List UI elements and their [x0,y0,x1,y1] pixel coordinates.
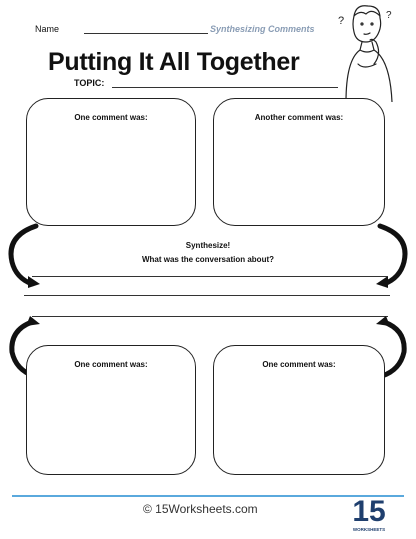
comment-box-label: Another comment was: [254,113,344,122]
synthesize-question: What was the conversation about? [141,255,274,264]
15worksheets-logo [352,491,386,535]
svg-text:?: ? [386,10,392,21]
footer-copyright: © 15Worksheets.com [143,502,258,516]
topic-label: TOPIC: [74,78,105,88]
comment-box-label: One comment was: [74,360,148,369]
comment-box-label: One comment was: [74,113,148,122]
svg-text:?: ? [338,15,345,27]
writing-line[interactable] [32,276,388,277]
page-title: Putting It All Together [48,48,300,76]
comment-box-bottom-left[interactable] [26,345,196,475]
topic-line[interactable] [112,87,338,88]
comment-box-bottom-right[interactable] [213,345,385,475]
comment-box-label: One comment was: [262,360,336,369]
footer-divider [12,495,404,497]
synthesize-heading: Synthesize! [185,241,231,250]
logo-wordmark: WORKSHEETS [352,527,386,532]
curved-arrow-right-top [370,222,410,288]
comment-box-top-left[interactable] [26,98,196,226]
writing-line[interactable] [32,316,388,317]
curved-arrow-left-top [6,222,46,288]
writing-line[interactable] [24,295,390,296]
name-label: Name [35,24,60,34]
name-line[interactable] [84,33,208,34]
logo-number: 15 [352,495,386,528]
worksheet-subtitle: Synthesizing Comments [210,24,315,34]
thinking-person-illustration [336,4,400,102]
comment-box-top-right[interactable] [213,98,385,226]
